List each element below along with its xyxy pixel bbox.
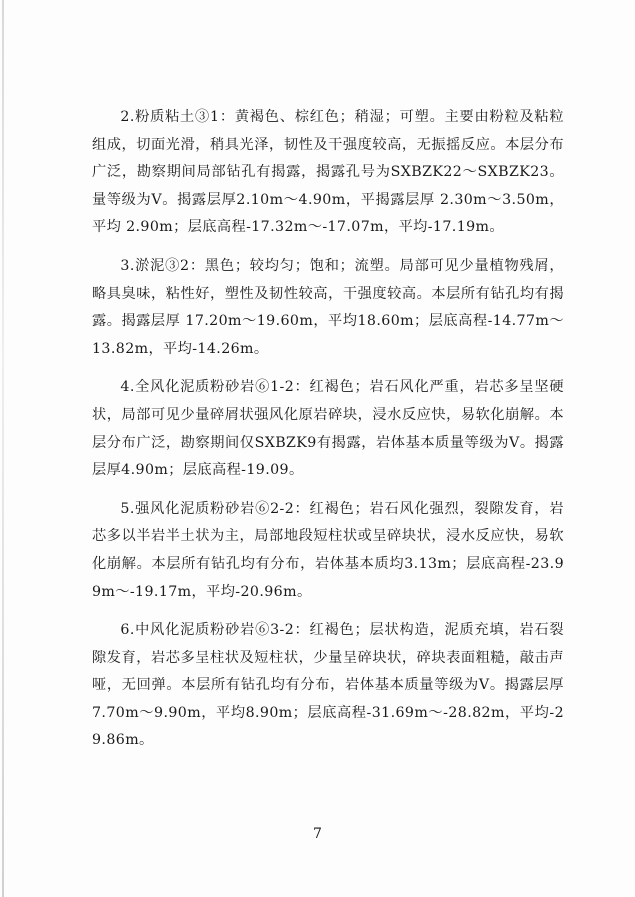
- paragraph-fully-weathered-siltstone: 4.全风化泥质粉砂岩⑥1-2：红褐色；岩石风化严重，岩芯多呈坚硬状，局部可见少量碎屑状强风化原岩碎块，浸水反应快，易软化崩解。本层分布广泛，勘察期间仅SXBZK9有揭露，岩体基本质量等级为V。揭露层厚4.90m；层底高程-19.09。: [92, 379, 564, 479]
- document-body: [92, 104, 564, 766]
- scan-edge: [2, 0, 4, 897]
- paragraph-silty-clay: 2.粉质粘土③1：黄褐色、棕红色；稍湿；可塑。主要由粉粒及粘粒组成，切面光滑，稍具光泽，韧性及干强度较高，无振摇反应。本层分布广泛，勘察期间局部钻孔有揭露，揭露孔号为SXBZK22～SXBZK23。量等级为V。揭露层厚2.10m～4.90m，平揭露层厚 2.30m～3.50m，平均 2.90m；层底高程-17.32m～-17.07m，平均-17.19m。: [92, 109, 564, 236]
- page-number: 7: [313, 826, 322, 842]
- paragraph-moderately-weathered-siltstone: 6.中风化泥质粉砂岩⑥3-2：红褐色；层状构造，泥质充填，岩石裂隙发育，岩芯多呈柱状及短柱状，少量呈碎块状，碎块表面粗糙，敲击声哑，无回弹。本层所有钻孔均有分布，岩体基本质量等级为V。揭露层厚7.70m～9.90m，平均8.90m；层底高程-31.69m～-28.82m，平均-29.86m。: [92, 622, 564, 749]
- paragraph-strongly-weathered-siltstone: 5.强风化泥质粉砂岩⑥2-2：红褐色；岩石风化强烈，裂隙发育，岩芯多以半岩半土状为主，局部地段短柱状或呈碎块状，浸水反应快，易软化崩解。本层所有钻孔均有分布，岩体基本质均3.13m；层底高程-23.99m～-19.17m，平均-20.96m。: [92, 500, 564, 600]
- paragraph-silt-mud: 3.淤泥③2：黑色；较均匀；饱和；流塑。局部可见少量植物残屑，略具臭味，粘性好，塑性及韧性较高，干强度较高。本层所有钻孔均有揭露。揭露层厚 17.20m～19.60m，平均18.60m；层底高程-14.77m～13.82m，平均-14.26m。: [92, 257, 564, 357]
